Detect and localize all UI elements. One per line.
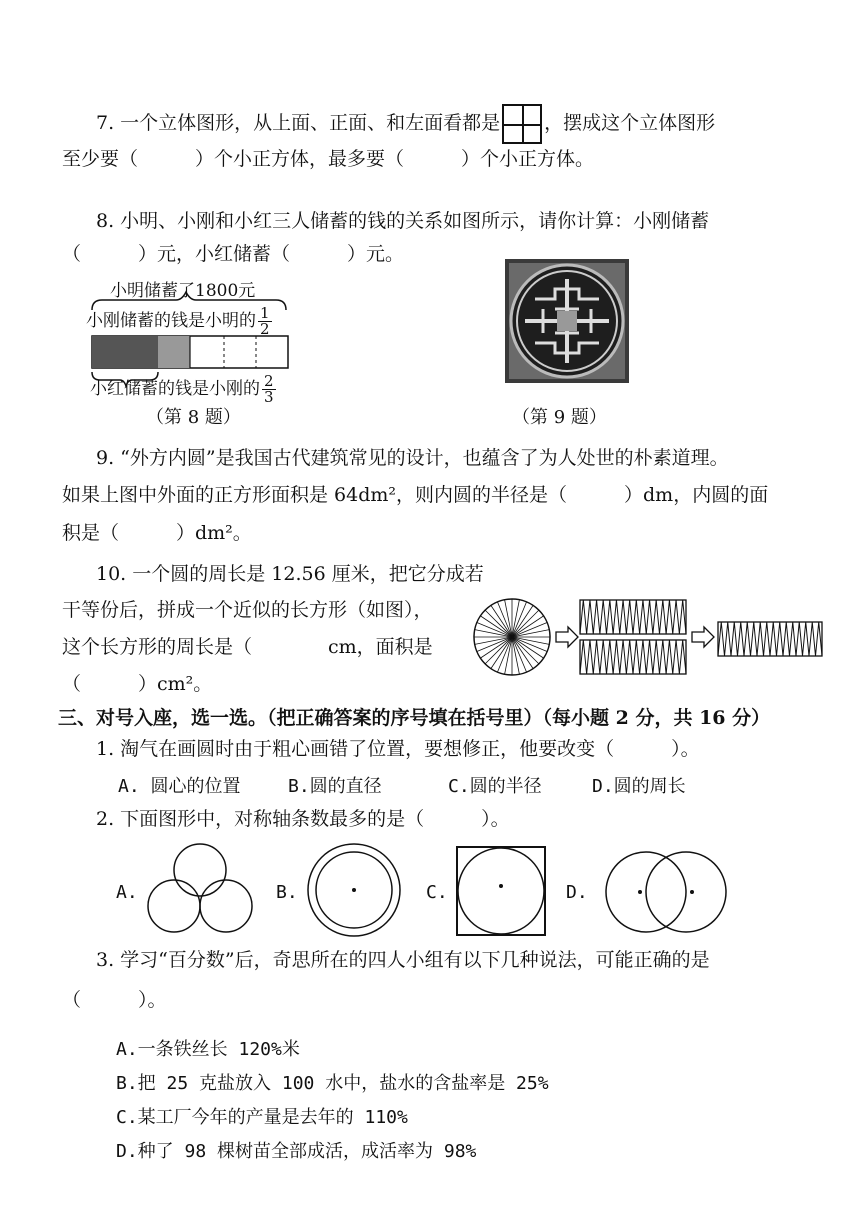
s3q3-option-b[interactable]: B.把 25 克盐放入 100 水中，盐水的含盐率是 25% <box>116 1073 549 1094</box>
q10-line3: 这个长方形的周长是（ cm，面积是 <box>62 636 433 658</box>
q8-fig-mid-fraction <box>258 306 272 337</box>
q8-line1: 8. 小明、小刚和小红三人储蓄的钱的关系如图所示，请你计算：小刚储蓄 <box>96 210 710 232</box>
s3q3-option-a[interactable]: A.一条铁丝长 120%米 <box>116 1039 300 1060</box>
concentric-circles-figure[interactable] <box>306 842 402 938</box>
q8-fig-bot-num: 2 <box>264 372 274 390</box>
q8-fig-mid-den: 2 <box>260 320 270 338</box>
s3q2-label-a[interactable]: A. <box>116 882 138 903</box>
q9-line1: 9. “外方内圆”是我国古代建筑常见的设计，也蕴含了为人处世的朴素道理。 <box>96 447 729 469</box>
circle-in-square-figure[interactable] <box>456 846 546 936</box>
s3q2-stem: 2. 下面图形中，对称轴条数最多的是（ ）。 <box>96 808 510 830</box>
section3-heading: 三、对号入座，选一选。（把正确答案的序号填在括号里）（每小题 2 分，共 16 分） <box>58 707 771 729</box>
q9-window-svg <box>505 259 629 383</box>
s3q2-label-d[interactable]: D. <box>566 882 588 903</box>
four-square-view-icon <box>502 104 542 144</box>
q8-fig-mid-text: 小刚储蓄的钱是小明的 <box>86 311 256 331</box>
s3q3-stem2: （ ）。 <box>62 989 167 1011</box>
q8-fig-mid-num: 1 <box>260 304 270 322</box>
q10-circle-to-rectangle-diagram <box>470 596 826 678</box>
s3q2-label-b[interactable]: B. <box>276 882 298 903</box>
q7-line2: 至少要（ ）个小正方体，最多要（ ）个小正方体。 <box>62 148 595 170</box>
q8-fig-bot-fraction <box>262 374 276 405</box>
q10-line4: （ ）cm²。 <box>62 673 213 695</box>
q7-line1 <box>96 104 715 144</box>
s3q3-option-c[interactable]: C.某工厂今年的产量是去年的 110% <box>116 1107 408 1128</box>
s3q1-stem: 1. 淘气在画圆时由于粗心画错了位置，要想修正，他要改变（ ）。 <box>96 738 700 760</box>
s3q1-option-d[interactable]: D.圆的周长 <box>592 776 686 797</box>
q8-caption: （第 8 题） <box>146 407 241 428</box>
q8-fig-bot-label <box>90 374 276 405</box>
q10-line1: 10. 一个圆的周长是 12.56 厘米，把它分成若 <box>96 563 484 585</box>
q9-line2: 如果上图中外面的正方形面积是 64dm²，则内圆的半径是（ ）dm，内圆的面 <box>62 484 769 506</box>
overlapping-circles-figure[interactable] <box>604 850 728 934</box>
s3q1-option-c[interactable]: C.圆的半径 <box>448 776 542 797</box>
q8-fig-bot-den: 3 <box>264 388 274 406</box>
s3q3-stem: 3. 学习“百分数”后，奇思所在的四人小组有以下几种说法，可能正确的是 <box>96 949 710 971</box>
q8-fig-mid-label <box>86 306 272 337</box>
q10-diagram-svg <box>470 596 826 678</box>
q8-fig-bot-text: 小红储蓄的钱是小刚的 <box>90 379 260 399</box>
q9-line3: 积是（ ）dm²。 <box>62 522 252 544</box>
s3q1-option-a[interactable]: A. 圆心的位置 <box>118 776 241 797</box>
s3q3-option-d[interactable]: D.种了 98 棵树苗全部成活，成活率为 98% <box>116 1141 477 1162</box>
three-circles-figure[interactable] <box>142 838 258 938</box>
q10-line2: 干等份后，拼成一个近似的长方形（如图）， <box>62 599 433 621</box>
q8-savings-diagram <box>86 276 336 410</box>
q8-fig-top-label: 小明储蓄了1800元 <box>110 281 256 301</box>
q9-window-image <box>505 259 629 383</box>
q7-text-a: 7. 一个立体图形，从上面、正面、和左面看都是 <box>96 112 501 134</box>
q8-line2: （ ）元，小红储蓄（ ）元。 <box>62 243 405 265</box>
q7-text-b: ，摆成这个立体图形 <box>544 112 716 134</box>
q9-caption: （第 9 题） <box>512 407 607 428</box>
s3q1-option-b[interactable]: B.圆的直径 <box>288 776 382 797</box>
s3q2-label-c[interactable]: C. <box>426 882 448 903</box>
